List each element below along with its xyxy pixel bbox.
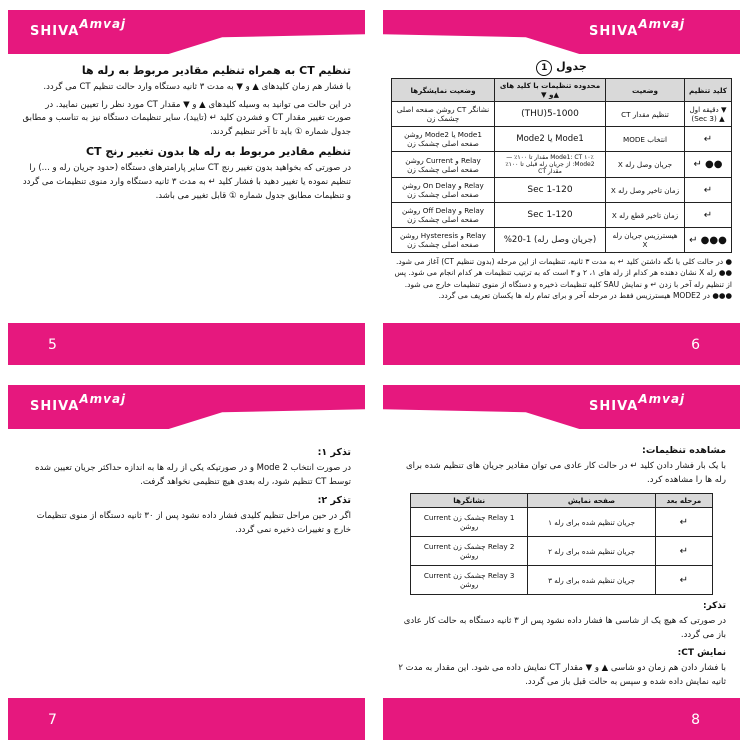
enter-key-icon: ●● ↵ bbox=[685, 152, 732, 178]
display-cell: Relay و Current روشن صفحه اصلی چشمک زن bbox=[392, 152, 495, 178]
section-title-view: مشاهده تنظیمات: bbox=[642, 445, 726, 456]
column-header: وضعیت نمایشگرها bbox=[392, 79, 495, 102]
enter-key-icon: ↵ bbox=[685, 127, 732, 152]
section-title-ct: تنظیم CT به همراه تنظیم مقادیر مربوط به رله ها bbox=[81, 64, 351, 77]
column-header: محدوده تنظیمات با کلید های ▲و ▼ bbox=[495, 79, 606, 102]
table-row bbox=[392, 102, 732, 127]
brand-logo: SHIVAAmvaj bbox=[589, 392, 686, 414]
footer-band bbox=[8, 323, 365, 365]
header-band bbox=[383, 10, 740, 54]
header-band bbox=[383, 385, 740, 429]
paragraph: در صورت انتخاب Mode 2 و در صورتیکه یکی از رله ها به اندازه حداکثر جریان تعیین شده توسط CT تنظیم شود، رله بعدی هیچ تنظیمی نخواهد گرفت. bbox=[35, 463, 351, 487]
paragraph: با فشار هم زمان کلیدهای ▲ و ▼ به مدت ۳ ثانیه دستگاه وارد حالت تنظیم CT می گردد. bbox=[43, 82, 351, 92]
display-cell: نشانگر CT روشن صفحه اصلی چشمک زن bbox=[392, 102, 495, 127]
table-number-circle: 1 bbox=[536, 60, 552, 76]
table-row bbox=[411, 566, 713, 595]
section-title-ct-display: نمایش CT: bbox=[677, 648, 726, 659]
page-number: 6 bbox=[691, 337, 700, 353]
range-cell: 5-1000(THU) bbox=[495, 102, 606, 127]
settings-table bbox=[391, 78, 732, 253]
page-7 bbox=[8, 385, 365, 740]
range-cell: Mode1 یا Mode2 bbox=[495, 127, 606, 152]
paragraph: در صورتی که هیچ یک از شاسی ها فشار داده نشود پس از ۳ ثانیه دستگاه به حالت کار عادی باز می گردد. bbox=[403, 616, 726, 640]
state-cell: تنظیم مقدار CT bbox=[606, 102, 685, 127]
table-row bbox=[392, 228, 732, 253]
paragraph: اگر در حین مراحل تنظیم کلیدی فشار داده نشود پس از ۳۰ ثانیه دستگاه از منوی تنظیمات خارج و تغییرات ذخیره نمی گردد. bbox=[36, 511, 351, 535]
section-title-relays: تنظیم مقادیر مربوط به رله ها بدون تغییر رنج CT bbox=[85, 145, 351, 159]
page-8 bbox=[383, 385, 740, 740]
state-cell: انتخاب MODE bbox=[606, 127, 685, 152]
key-cell: ▼ دقیقه اول ▲ (3 Sec) bbox=[685, 102, 732, 127]
indicator-cell: Relay 3 چشمک زن Current روشن bbox=[411, 566, 528, 595]
note: ● در حالت کلی با نگه داشتن کلید ↵ به مدت ۳ ثانیه، تنظیمات از این مرحله (بدون تنظیم CT) آغاز می شود. bbox=[396, 257, 732, 266]
screen-cell: جریان تنظیم شده برای رله ۳ bbox=[528, 566, 656, 595]
table-row bbox=[392, 152, 732, 178]
paragraph: در صورتی که بخواهید بدون تغییر رنج CT سایر پارامترهای دستگاه (حدود جریان رله و ...) را تنظیم نموده یا تغییر دهید با فشار کلید ↵ به مدت ۳ ثانیه دستگاه وارد منوی تنظیمات می گردد و تنظیمات مطابق جدول شماره ① قابل تغییر می باشد. bbox=[22, 163, 351, 201]
brand-logo: SHIVAAmvaj bbox=[30, 17, 127, 39]
range-cell: (جریان وصل رله) 1-20% bbox=[495, 228, 606, 253]
display-cell: Relay و On Delay روشن صفحه اصلی چشمک زن bbox=[392, 178, 495, 203]
brand-logo: SHIVAAmvaj bbox=[30, 392, 127, 414]
range-cell: 1-120 Sec bbox=[495, 178, 606, 203]
column-header: وضعیت bbox=[606, 79, 685, 102]
page-5 bbox=[8, 10, 365, 365]
display-cell: Relay و Off Delay روشن صفحه اصلی چشمک زن bbox=[392, 203, 495, 228]
note-title: تذکر: bbox=[702, 601, 726, 612]
brand-logo: SHIVAAmvaj bbox=[589, 17, 686, 39]
page-number: 7 bbox=[48, 712, 57, 728]
state-cell: زمان تاخیر وصل رله X bbox=[606, 178, 685, 203]
table-row bbox=[392, 203, 732, 228]
display-cell: Relay و Hysteresis روشن صفحه اصلی چشمک زن bbox=[392, 228, 495, 253]
table-row bbox=[392, 178, 732, 203]
enter-key-icon: ↵ bbox=[655, 566, 712, 595]
page-number: 8 bbox=[691, 712, 700, 728]
column-header: کلید تنظیم bbox=[685, 79, 732, 102]
screen-cell: جریان تنظیم شده برای رله ۲ bbox=[528, 537, 656, 566]
table-row bbox=[411, 508, 713, 537]
view-table bbox=[410, 493, 713, 595]
screen-cell: جریان تنظیم شده برای رله ۱ bbox=[528, 508, 656, 537]
note-title: تذکر ۲: bbox=[317, 495, 351, 507]
table-title: جدول 1 bbox=[391, 60, 732, 76]
note: ●● رله X نشان دهنده هر کدام از رله های ۱، ۲ و ۳ است که به ترتیب تنظیمات هر کدام انجام می شود. پس از تنظیم رله آخر با زدن ↵ و نمایش SAU کلیه تنظیمات ذخیره و دستگاه از منوی تنظیمات خارج می شود. bbox=[394, 268, 732, 289]
note-title: تذکر ۱: bbox=[317, 447, 351, 458]
indicator-cell: Relay 2 چشمک زن Current روشن bbox=[411, 537, 528, 566]
note: ●●● در MODE2 هیسترزیس فقط در مرحله آخر و برای تمام رله ها یکسان تعریف می گردد. bbox=[438, 290, 732, 300]
paragraph: در این حالت می توانید به وسیله کلیدهای ▲ و ▼ مقدار CT مورد نظر را تعیین نمایید. در صورت تغییر مقدار CT و فشردن کلید ↵ (تایید)، سایر تنظیمات دستگاه نیز به تناسب و مطابق جدول شماره ① باید تا آخر تنظیم گردند. bbox=[22, 99, 351, 137]
enter-key-icon: ↵ bbox=[685, 203, 732, 228]
state-cell: زمان تاخیر قطع رله X bbox=[606, 203, 685, 228]
enter-key-icon: ●●● ↵ bbox=[685, 228, 732, 253]
column-header: مرحله بعد bbox=[655, 494, 712, 508]
table-row bbox=[392, 127, 732, 152]
state-cell: جریان وصل رله X bbox=[606, 152, 685, 178]
indicator-cell: Relay 1 چشمک زن Current روشن bbox=[411, 508, 528, 537]
paragraph: با فشار دادن هم زمان دو شاسی ▲ و ▼ مقدار CT نمایش داده می شود. این مقدار به مدت ۲ ثانیه نمایش داده شده و سپس به حالت قبل باز می گردد. bbox=[398, 663, 726, 687]
page-6 bbox=[383, 10, 740, 365]
enter-key-icon: ↵ bbox=[685, 178, 732, 203]
enter-key-icon: ↵ bbox=[655, 508, 712, 537]
page-number: 5 bbox=[48, 337, 57, 353]
table-row bbox=[411, 537, 713, 566]
range-cell: 1-120 Sec bbox=[495, 203, 606, 228]
footer-band bbox=[383, 698, 740, 740]
enter-key-icon: ↵ bbox=[655, 537, 712, 566]
column-header: نشانگرها bbox=[411, 494, 528, 508]
display-cell: Mode1 یا Mode2 روشن صفحه اصلی چشمک زن bbox=[392, 127, 495, 152]
paragraph: با یک بار فشار دادن کلید ↵ در حالت کار عادی می توان مقادیر جریان های تنظیم شده برای رله ها را مشاهده کرد. bbox=[405, 461, 726, 485]
state-cell: هیسترزیس جریان رله X bbox=[606, 228, 685, 253]
column-header: صفحه نمایش bbox=[528, 494, 656, 508]
range-cell: Mode1: CT ۱۰٪ مقدار تا ۱۰۰٪ — Mode2: از جریان رله قبلی تا ۱۰۰٪ مقدار CT bbox=[495, 152, 606, 178]
footer-band bbox=[8, 698, 365, 740]
footer-band bbox=[383, 323, 740, 365]
